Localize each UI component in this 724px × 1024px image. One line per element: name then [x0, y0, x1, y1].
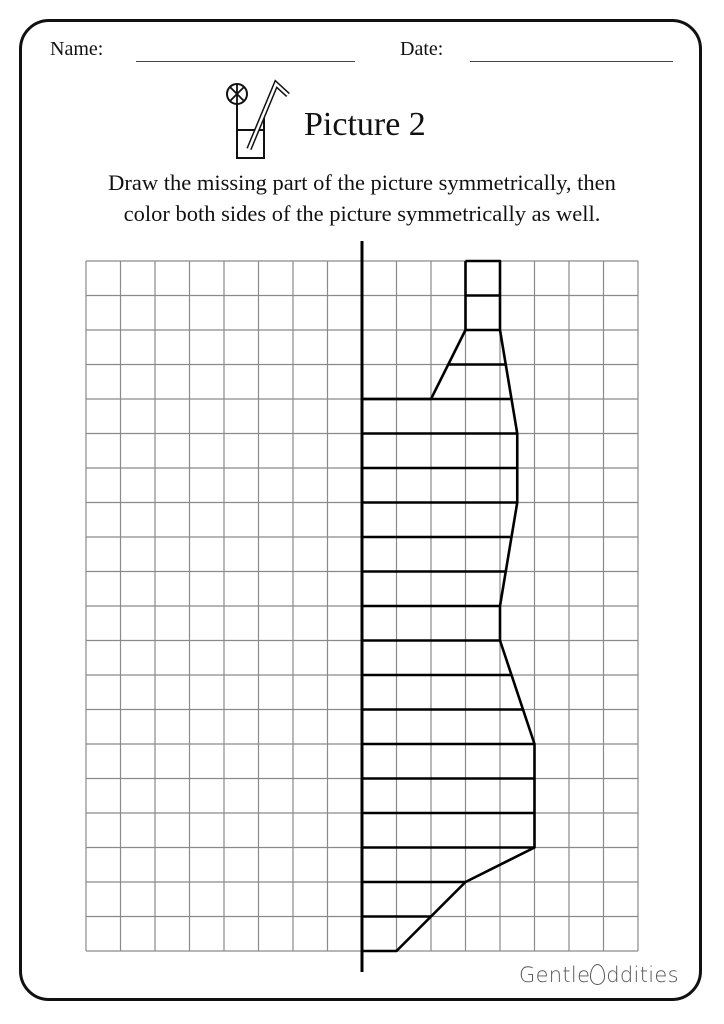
date-label: Date:	[400, 38, 444, 60]
egg-icon	[590, 964, 605, 985]
page-title: Picture 2	[304, 106, 426, 143]
instruction-line-1: Draw the missing part of the picture symmetrically, then	[108, 170, 616, 195]
brand-prefix: Gentle	[519, 963, 591, 987]
instruction-line-2: color both sides of the picture symmetrically as well.	[123, 201, 601, 226]
brand-logo	[519, 963, 679, 987]
name-label: Name:	[50, 38, 104, 60]
brand-suffix: ddities	[606, 963, 679, 987]
